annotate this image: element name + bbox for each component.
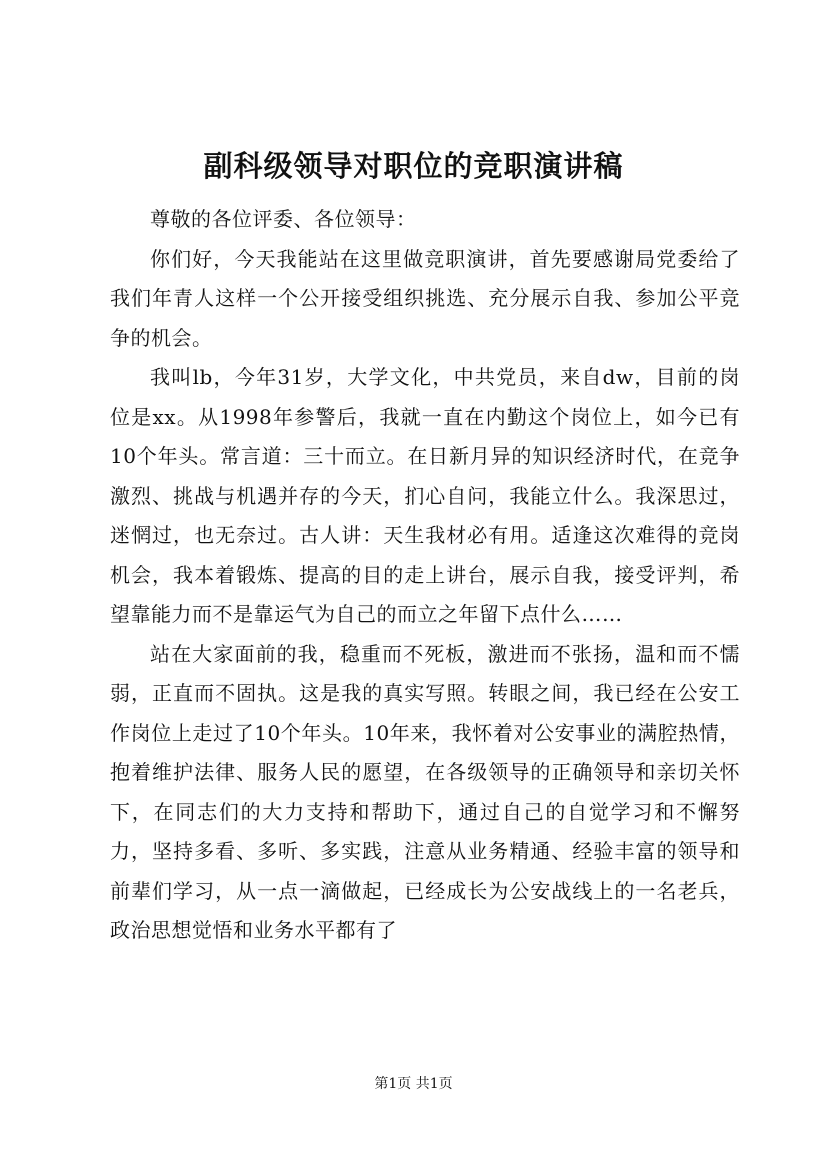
body-paragraph: 站在大家面前的我，稳重而不死板，激进而不张扬，温和而不懦弱，正直而不固执。这是我的真实写照。转眼之间，我已经在公安工作岗位上走过了10个年头。10年来，我怀着对公安事业的满腔热情，抱着维护法律、服务人民的愿望，在各级领导的正确领导和亲切关怀下，在同志们的大力支持和帮助下，通过自己的自觉学习和不懈努力，坚持多看、多听、多实践，注意从业务精通、经验丰富的领导和前辈们学习，从一点一滴做起，已经成长为公安战线上的一名老兵，政治思想觉悟和业务水平都有了	[110, 641, 740, 942]
document-body	[110, 200, 740, 951]
document-title: 副科级领导对职位的竞职演讲稿	[203, 149, 624, 183]
body-paragraph: 我叫lb，今年31岁，大学文化，中共党员，来自dw，目前的岗位是xx。从1998年参警后，我就一直在内勤这个岗位上，如今已有10个年头。常言道：三十而立。在日新月异的知识经济时代，在竞争激烈、挑战与机遇并存的今天，扪心自问，我能立什么。我深思过，迷惘过，也无奈过。古人讲：天生我材必有用。适逢这次难得的竞岗机会，我本着锻炼、提高的目的走上讲台，展示自我，接受评判，希望靠能力而不是靠运气为自己的而立之年留下点什么……	[110, 365, 740, 626]
salutation-paragraph: 尊敬的各位评委、各位领导：	[150, 207, 417, 231]
body-paragraph: 你们好，今天我能站在这里做竞职演讲，首先要感谢局党委给了我们年青人这样一个公开接受组织挑选、充分展示自我、参加公平竞争的机会。	[110, 246, 740, 350]
page-number-footer: 第1页 共1页	[374, 1076, 453, 1092]
